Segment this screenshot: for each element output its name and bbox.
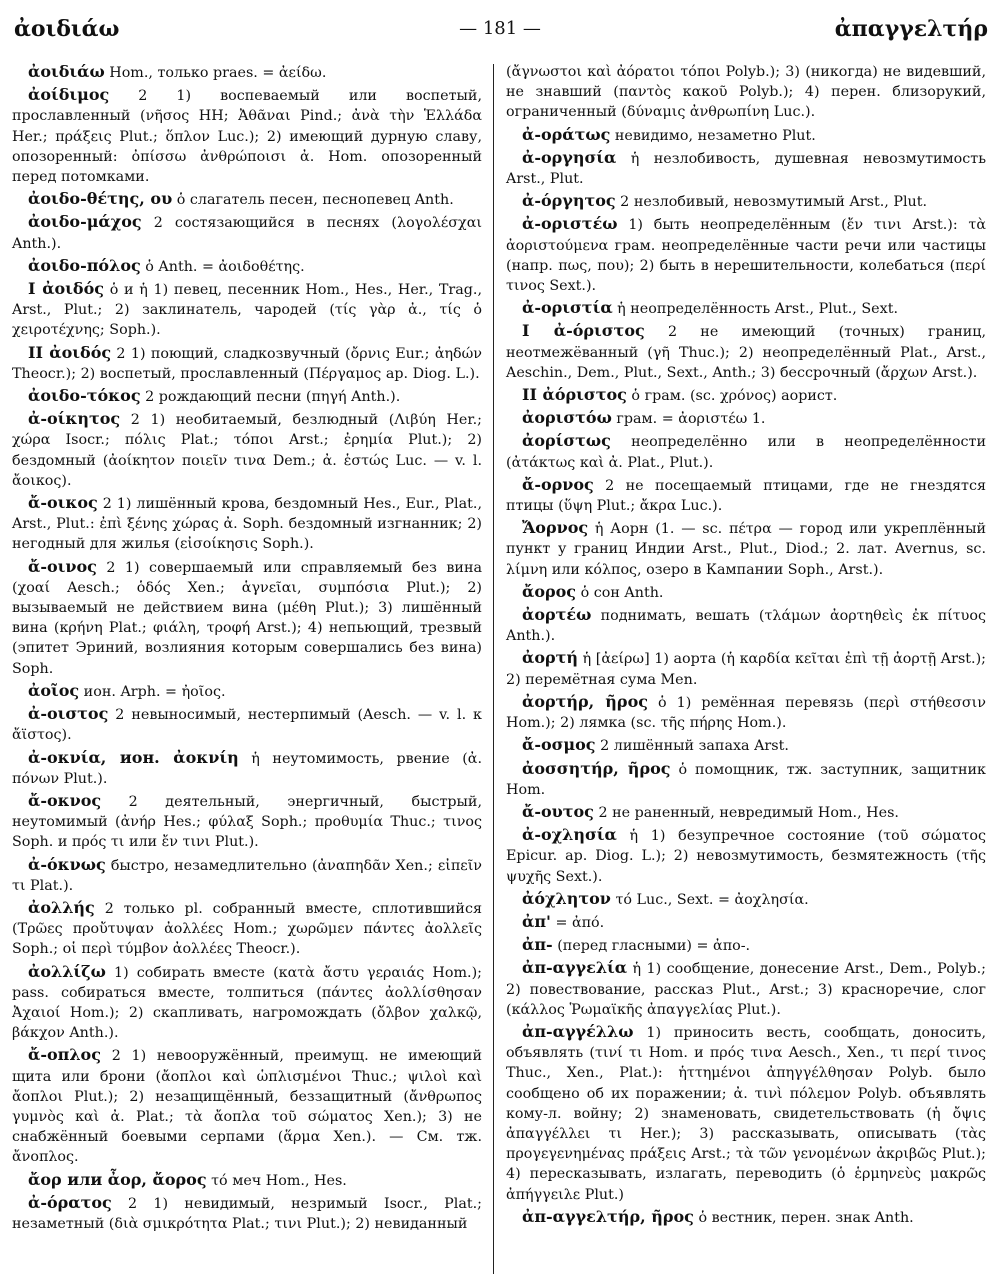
dictionary-entry: [506, 1207, 986, 1228]
page-number: — 181 —: [459, 18, 541, 39]
dictionary-entry: [506, 321, 986, 383]
entry-headword: Ἄορνος: [522, 518, 589, 538]
dictionary-entry: [12, 791, 482, 853]
entry-definition: ион. Arph. = ἠοῖος.: [79, 683, 226, 700]
dictionary-entry: [12, 1193, 482, 1234]
entry-headword: ἄορος: [522, 581, 577, 601]
dictionary-entry: [506, 431, 986, 472]
dictionary-entry: [506, 735, 986, 756]
entry-headword: ἀορίστως: [522, 431, 611, 451]
dictionary-entry: [506, 802, 986, 823]
entry-definition: 2 не посещаемый птицами, где не гнездятся птицы (ὕψη Plut.; ἄκρα Luc.).: [506, 477, 986, 515]
entry-headword: ἀ-οργησία: [522, 147, 617, 167]
entry-headword: ἀορτή: [522, 648, 579, 668]
left-column: [12, 62, 482, 1236]
entry-definition: = ἀπό.: [550, 914, 605, 931]
entry-definition: ἡ неутомимость, рвение (ἀ. πόνων Plut.).: [12, 750, 482, 787]
dictionary-entry: [506, 958, 986, 1020]
entry-headword: ἀοσσητήρ, ῆρος: [522, 758, 671, 778]
dictionary-entry: [12, 704, 482, 745]
entry-headword: ἄ-οσμος: [522, 735, 596, 755]
entry-definition: быстро, незамедлительно (ἀναπηδᾶν Xen.; εἰπεῖν τι Plat.).: [12, 857, 482, 894]
entry-definition: 2 1) совершаемый или справляемый без вина (χοαί Aesch.; ὁδός Xen.; ἁγνεῖαι, συμπόσια Plut.); 2) вызываемый не действием вина (μέθη Plut.); 3) лишённый вина (κρήνη Plat.; φιάλη, τροφή Arst.); 4) непьющий, трезвый (эпитет Эриний, возлияния которым совершались без вина) Soph.: [12, 559, 482, 677]
entry-definition: невидимо, незаметно Plut.: [610, 127, 816, 144]
entry-headword: ἀολλίζω: [28, 961, 106, 981]
dictionary-entry: [506, 759, 986, 800]
entry-definition: (перед гласными) = ἀπο-.: [552, 938, 751, 955]
dictionary-entry: [12, 386, 482, 407]
dictionary-entry: [506, 62, 986, 123]
dictionary-entry: [12, 343, 482, 384]
entry-headword: ἀπ-αγγέλλω: [522, 1021, 634, 1041]
entry-headword: ἀοιδιάω: [28, 62, 105, 81]
dictionary-entry: [506, 191, 986, 212]
entry-definition: 2 состязающийся в песнях (λογολέσχαι Anth.).: [12, 215, 482, 252]
entry-headword: ἀοιδο-τόκος: [28, 386, 141, 406]
entry-headword: ἄ-οπλος: [28, 1045, 101, 1065]
entry-headword: ἀπ-αγγελία: [522, 958, 628, 978]
dictionary-entry: [506, 214, 986, 296]
entry-definition: ἡ 1) безупречное состояние (τοῦ σώματος Epicur. ap. Diog. L.); 2) невозмутимость, безмятежность (τῆς ψυχῆς Sext.).: [506, 828, 986, 885]
dictionary-entry: [12, 85, 482, 187]
dictionary-entry: [506, 582, 986, 603]
dictionary-entry: [506, 125, 986, 146]
entry-definition: неопределённо или в неопределённости (ἀτάκτως καὶ ἀ. Plat., Plut.).: [506, 434, 986, 471]
dictionary-entry: [506, 648, 986, 689]
entry-definition: 2 1) поющий, сладкозвучный (ὄρνις Eur.; ἀηδών Theocr.); 2) воспетый, прославленный (Πέργαμος ap. Diog. L.).: [12, 345, 482, 382]
dictionary-entry: [12, 855, 482, 896]
entry-definition: 2 рождающий песни (πηγή Anth.).: [140, 389, 401, 406]
running-head-right: ἀπαγγελτήρ: [834, 16, 988, 42]
dictionary-entry: [506, 475, 986, 516]
entry-definition: ἡ Аорн (1. — sc. πέτρα — город или укреплённый пункт у границ Индии Arst., Plut., Diod.; 2. лат. Avernus, sc. λίμνη или κόλπος, озеро в Кампании Soph., Arst.).: [506, 521, 986, 578]
dictionary-entry: [12, 279, 482, 341]
dictionary-entry: [506, 1022, 986, 1205]
entry-headword: ἀοριστόω: [522, 408, 612, 428]
entry-definition: ὁ помощник, тж. заступник, защитник Hom.: [506, 761, 986, 798]
dictionary-entry: [506, 889, 986, 910]
entry-headword: ἀ-οριστέω: [522, 214, 618, 234]
entry-definition: ὁ вестник, перен. знак Anth.: [693, 1209, 914, 1226]
dictionary-entry: [506, 912, 986, 933]
right-column: [506, 62, 986, 1230]
entry-definition: ἡ [ἀείρω] 1) аорта (ἡ καρδία κεῖται ἐπὶ τῇ ἀορτῇ Arst.); 2) перемётная сума Men.: [506, 651, 986, 688]
dictionary-entry: [506, 408, 986, 429]
entry-headword: ἀ-οριστία: [522, 298, 613, 318]
dictionary-entry: [12, 189, 482, 210]
entry-headword: ἄ-ορνος: [522, 474, 594, 494]
entry-definition: 2 1) воспеваемый или воспетый, прославленный (νῆσος HH; Ἀθᾶναι Pind.; ἀνὰ τὴν Ἑλλάδα Her.; πράξεις Plut.; ὅπλον Luc.); 2) имеющий дурную славу, опозоренный: ὀπίσσω ἀνθρώποισι ἀ. Hom. опозоренный перед потомками.: [12, 88, 482, 186]
entry-definition: 2 незлобивый, невозмутимый Arst., Plut.: [615, 194, 928, 211]
entry-definition: Hom., только praes. = ἀείδω.: [104, 65, 327, 81]
entry-headword: ἀόχλητον: [522, 888, 611, 908]
dictionary-entry: [12, 1045, 482, 1167]
entry-definition: 2 1) необитаемый, безлюдный (Λιβύη Her.; χώρα Isocr.; πόλις Plat.; τόποι Arst.; ἐρημία Plut.); 2) бездомный (ἀοίκητον ποιεῖν τινα Dem.; ἀ. ἑστώς Luc. — v. l. ἄοικος).: [12, 412, 482, 489]
running-head-left: ἀοιδιάω: [14, 16, 120, 42]
entry-definition: 2 не имеющий (точных) границ, неотмежёванный (γῆ Thuc.); 2) неопределённый Plat., Arst., Aeschin., Dem., Plut., Sext., Anth.; 3) бессрочный (ἄρχων Arst.).: [506, 324, 986, 381]
entry-definition: 2 только pl. собранный вместе, сплотившийся (Τρῶες προὔτυψαν ἀολλέες Hom.; χωρῶμεν πάντες ἀολλεῖς Soph.; οἱ περὶ τύμβον ἀολλέες Theocr.).: [12, 900, 482, 958]
column-divider: [493, 64, 494, 1274]
entry-headword: ἄορ или ἆορ, ἄορος: [28, 1169, 207, 1189]
entry-definition: ὁ слагатель песен, песнопевец Anth.: [172, 192, 454, 209]
entry-headword: ἀ-οιστος: [28, 704, 109, 724]
entry-definition: ἡ неопределённость Arst., Plut., Sext.: [612, 301, 898, 318]
dictionary-entry: [506, 385, 986, 406]
entry-definition: грам. = ἀοριστέω 1.: [611, 411, 766, 428]
entry-definition: 1) приносить весть, сообщать, доносить, объявлять (τινί τι Hom. и πρός τινα Aesch., Xen., τι περί τινος Thuc., Xen., Plat.): ἡττημένοι ἀπηγγέλθησαν Polyb. было сообщено об их поражении; ἀ. τινὶ πόλεμον Polyb. объявлять кому-л. войну; 2) знаменовать, свидетельствовать (ἡ ὄψις ἀπαγγέλλει τι Her.); 3) рассказывать, описывать (τὰς προγεγενημένας πράξεις Arst.; τὰ τῶν γενομένων ἀκριβῶς Plut.); 4) пересказывать, излагать, переводить (ὁ ἑρμηνεὺς μακρῶς ἀπήγγειλε Plut.): [506, 1024, 986, 1203]
entry-headword: ἀπ-: [522, 935, 553, 955]
entry-headword: ἀ-οκνία, ион. ἀοκνίη: [28, 747, 239, 767]
dictionary-entry: [506, 148, 986, 189]
entry-headword: ἀορτέω: [522, 605, 592, 625]
entry-headword: ἄ-οκνος: [28, 790, 102, 810]
dictionary-entry: [12, 962, 482, 1044]
dictionary-entry: [12, 1170, 482, 1191]
entry-definition: 2 не раненный, невредимый Hom., Hes.: [593, 804, 899, 821]
entry-headword: ἄ-οικος: [28, 493, 98, 513]
entry-headword: II ἀοιδός: [28, 342, 112, 362]
entry-definition: 2 1) лишённый крова, бездомный Hes., Eur., Plat., Arst., Plut.: ἐπὶ ξένης χώρας ἀ. Soph. бездомный изгнанник; 2) негодный для жилья (εἰσοίκησις Soph.).: [12, 496, 482, 553]
entry-definition: 2 деятельный, энергичный, быстрый, неутомимый (ἀνήρ Hes.; φύλαξ Soph.; προθυμία Thuc.; τινος Soph. и πρός τι или ἔν τινι Plut.).: [12, 793, 482, 851]
entry-headword: I ἀοιδός: [28, 279, 105, 299]
dictionary-entry: [12, 493, 482, 555]
entry-headword: ἀ-όρατος: [28, 1192, 112, 1212]
entry-headword: ἀορτήρ, ῆρος: [522, 691, 648, 711]
dictionary-entry: [506, 692, 986, 733]
entry-headword: ἀοιδο-θέτης, ου: [28, 189, 173, 209]
entry-definition: 2 невыносимый, нестерпимый (Aesch. — v. l. κ ἄϊστος).: [12, 707, 482, 744]
entry-definition: поднимать, вешать (τλάμων ἀορτηθεὶς ἐκ πίτυος Anth.).: [506, 608, 986, 645]
entry-headword: ἀοῖος: [28, 680, 80, 700]
page-header: [0, 14, 1000, 48]
dictionary-entry: [12, 748, 482, 789]
entry-definition: 1) быть неопределённым (ἔν τινι Arst.): τὰ ἀοριστούμενα грам. неопределённые части речи или частицы (напр. πως, που); 2) быть в нерешительности, колебаться (περί τινος Sext.).: [506, 217, 986, 295]
dictionary-entry: [12, 557, 482, 679]
entry-definition: ἡ 1) сообщение, донесение Arst., Dem., Polyb.; 2) повествование, рассказ Plut., Arst.; 3) красноречие, слог (κάλλος Ῥωμαϊκῆς ἀπαγγελίας Plut.).: [506, 961, 986, 1018]
entry-definition: 2 1) невооружённый, преимущ. не имеющий щита или брони (ἄοπλοι καὶ ὡπλισμένοι Thuc.; ψιλοὶ καὶ ἄοπλοι Plut.); 2) незащищённый, беззащитный (ἄνθρωπος γυμνὸς καὶ ἀ. Plat.; τὰ ἄοπλα τοῦ σώματος Xen.); 3) не снабжённый боевыми серпами (ἅρμα Xen.). — См. тж. ἄνοπλος.: [12, 1048, 482, 1166]
entry-definition: τό меч Hom., Hes.: [206, 1172, 347, 1189]
entry-headword: ἄ-οινος: [28, 556, 97, 576]
dictionary-entry: [12, 256, 482, 277]
entry-definition: ὁ Anth. = ἀοιδοθέτης.: [140, 258, 305, 275]
dictionary-entry: [506, 605, 986, 646]
entry-headword: ἀοίδιμος: [28, 85, 110, 105]
dictionary-entry: [506, 518, 986, 580]
dictionary-entry: [12, 409, 482, 491]
entry-definition: 1) собирать вместе (κατὰ ἄστυ γεραιάς Hom.); pass. собираться вместе, толпиться (πάντες ἀολλίσθησαν Ἀχαιοί Hom.); 2) скапливать, нагромождать (ὄλβον χαλκῷ, βάκχον Anth.).: [12, 964, 482, 1042]
entry-headword: ἀ-οίκητος: [28, 409, 121, 429]
entry-definition: ὁ и ἡ 1) певец, песенник Hom., Hes., Her., Trag., Arst., Plut.; 2) заклинатель, чародей (τίς γὰρ ἀ., τίς ὁ χειροτέχνης; Soph.).: [12, 282, 482, 339]
entry-headword: I ἀ-όριστος: [522, 321, 645, 341]
entry-headword: ἄ-ουτος: [522, 801, 594, 821]
entry-definition: 2 лишённый запаха Arst.: [595, 738, 789, 755]
entry-definition: ὁ сон Anth.: [576, 584, 664, 601]
entry-definition: ἡ незлобивость, душевная невозмутимость Arst., Plut.: [506, 150, 986, 188]
entry-headword: ἀ-οράτως: [522, 124, 611, 144]
dictionary-entry: [12, 681, 482, 702]
entry-definition: 2 1) невидимый, незримый Isocr., Plat.; незаметный (διὰ σμικρότητα Plat.; τινι Plut.); 2) невиданный: [12, 1195, 482, 1232]
dictionary-entry: [506, 825, 986, 887]
entry-headword: ἀπ': [522, 911, 551, 931]
entry-definition: ὁ грам. (sc. χρόνος) аорист.: [626, 388, 838, 405]
entry-headword: ἀ-οχλησία: [522, 825, 617, 845]
entry-definition: ὁ 1) ремённая перевязь (περὶ στήθεσσιν Hom.); 2) лямка (sc. τῆς πήρης Hom.).: [506, 694, 986, 732]
dictionary-entry: [12, 212, 482, 253]
entry-definition: (ἄγνωστοι καὶ ἀόρατοι τόποι Polyb.); 3) (никогда) не видевший, не знавший (παντὸς κακοῦ Polyb.); 4) перен. близорукий, ограниченный (δύναμις ἀνθρωπίνη Luc.).: [506, 64, 986, 121]
dictionary-entry: [506, 298, 986, 319]
entry-headword: ἀ-όκνως: [28, 854, 106, 874]
dictionary-entry: [506, 935, 986, 956]
entry-headword: ἀολλής: [28, 897, 95, 917]
entry-headword: ἀπ-αγγελτήρ, ῆρος: [522, 1206, 694, 1226]
dictionary-entry: [12, 62, 482, 83]
entry-definition: τό Luc., Sext. = ἀοχλησία.: [610, 891, 809, 908]
entry-headword: ἀοιδο-μάχος: [28, 212, 142, 232]
entry-headword: ἀ-όργητος: [522, 191, 616, 211]
entry-headword: II ἀόριστος: [522, 385, 627, 405]
dictionary-entry: [12, 898, 482, 960]
entry-headword: ἀοιδο-πόλος: [28, 255, 141, 275]
